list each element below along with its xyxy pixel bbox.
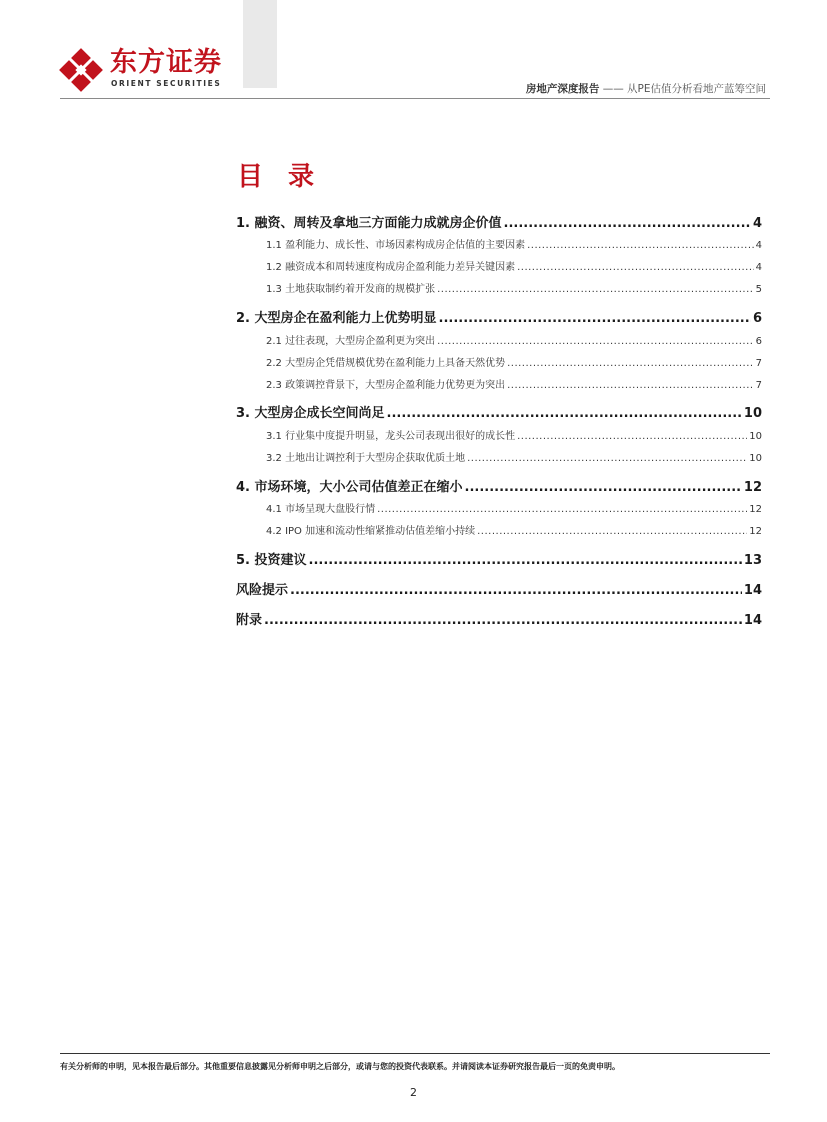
toc-leader-dots (309, 553, 742, 568)
toc-entry-label: 4. 市场环境，大小公司估值差正在缩小 (236, 480, 463, 495)
toc-leader-dots (264, 613, 742, 628)
toc-entry-1-2[interactable] (266, 258, 762, 273)
toc-entry-label: 3.2 土地出让调控利于大型房企获取优质土地 (266, 453, 466, 464)
toc-entry-page: 4 (755, 262, 762, 273)
toc-entry-2[interactable] (236, 307, 762, 326)
toc-entry-label: 1.2 融资成本和周转速度构成房企盈利能力差异关键因素 (266, 262, 516, 273)
toc-leader-dots (527, 240, 754, 251)
toc-entry-page: 12 (743, 480, 762, 495)
toc-entry-label: 2.3 政策调控背景下，大型房企盈利能力优势更为突出 (266, 380, 506, 391)
toc-entry-label: 附录 (236, 613, 263, 628)
toc-entry-page: 7 (755, 358, 762, 369)
header-rule (60, 98, 770, 99)
toc-leader-dots (477, 526, 747, 537)
toc-entry-page: 6 (752, 311, 762, 326)
toc-entry-4-2[interactable] (266, 522, 762, 537)
toc-entry-3[interactable] (236, 402, 762, 421)
toc-entry-page: 4 (755, 240, 762, 251)
toc-entry-1-3[interactable] (266, 280, 762, 295)
toc-leader-dots (504, 216, 751, 231)
toc-entry-1[interactable] (236, 212, 762, 231)
toc-entry-page: 13 (743, 553, 762, 568)
toc-entry-page: 10 (749, 431, 762, 442)
toc-entry-4-1[interactable] (266, 500, 762, 515)
report-header-title (526, 81, 766, 96)
toc-entry-label: 2.1 过往表现，大型房企盈利更为突出 (266, 336, 436, 347)
toc-leader-dots (387, 406, 742, 421)
toc-entry-page: 14 (743, 613, 762, 628)
toc-entry-3-1[interactable] (266, 427, 762, 442)
toc-entry-page: 10 (749, 453, 762, 464)
toc-entry-page: 5 (755, 284, 762, 295)
toc-entry-4[interactable] (236, 476, 762, 495)
toc-entry-label: 1. 融资、周转及拿地三方面能力成就房企价值 (236, 216, 502, 231)
toc-entry-label: 3.1 行业集中度提升明显，龙头公司表现出很好的成长性 (266, 431, 516, 442)
toc-entry-page: 6 (755, 336, 762, 347)
toc-entry-label: 2. 大型房企在盈利能力上优势明显 (236, 311, 437, 326)
toc-entry-page: 12 (749, 504, 762, 515)
footer-disclaimer: 有关分析师的申明，见本报告最后部分。其他重要信息披露见分析师申明之后部分，或请与您的投资代表联系。并请阅读本证券研究报告最后一页的免责申明。 (60, 1062, 620, 1071)
toc-entry-label: 2.2 大型房企凭借规模优势在盈利能力上具备天然优势 (266, 358, 506, 369)
toc-entry-1-1[interactable] (266, 236, 762, 251)
toc-entry-risk[interactable] (236, 579, 762, 598)
toc-entry-2-1[interactable] (266, 332, 762, 347)
toc-entry-label: 风险提示 (236, 583, 289, 598)
toc-entry-page: 12 (749, 526, 762, 537)
header-decor-bar (243, 0, 277, 88)
toc-entry-label: 1.3 土地获取制约着开发商的规模扩张 (266, 284, 436, 295)
toc-leader-dots (437, 336, 754, 347)
toc-entry-label: 5. 投资建议 (236, 553, 307, 568)
toc-leader-dots (465, 480, 742, 495)
toc-leader-dots (377, 504, 747, 515)
toc-leader-dots (507, 380, 754, 391)
toc-entry-3-2[interactable] (266, 449, 762, 464)
logo (58, 46, 228, 96)
toc-entry-page: 14 (743, 583, 762, 598)
report-subtitle: 从PE估值分析看地产蓝筹空间 (627, 83, 766, 95)
toc-leader-dots (467, 453, 747, 464)
toc-leader-dots (517, 431, 747, 442)
toc-entry-label: 3. 大型房企成长空间尚足 (236, 406, 385, 421)
logo-mark-icon (58, 46, 104, 92)
toc-leader-dots (437, 284, 754, 295)
toc-title: 目 录 (237, 162, 323, 192)
toc-entry-page: 7 (755, 380, 762, 391)
toc-entry-appendix[interactable] (236, 609, 762, 628)
footer-rule (60, 1053, 770, 1054)
toc-leader-dots (290, 583, 742, 598)
toc-entry-2-3[interactable] (266, 376, 762, 391)
toc-leader-dots (439, 311, 751, 326)
logo-english-text: ORIENT SECURITIES (111, 79, 222, 88)
toc-entry-page: 4 (752, 216, 762, 231)
toc-entry-page: 10 (743, 406, 762, 421)
toc-entry-5[interactable] (236, 549, 762, 568)
toc-entry-label: 1.1 盈利能力、成长性、市场因素构成房企估值的主要因素 (266, 240, 526, 251)
page-number: 2 (410, 1086, 417, 1099)
toc-entry-2-2[interactable] (266, 354, 762, 369)
report-type: 房地产深度报告 (525, 83, 600, 95)
header-separator: —— (602, 83, 624, 95)
toc-entry-label: 4.2 IPO 加速和流动性缩紧推动估值差缩小持续 (266, 526, 476, 537)
logo-chinese-text: 东方证券 (110, 47, 222, 78)
toc-leader-dots (517, 262, 754, 273)
toc-leader-dots (507, 358, 754, 369)
toc-entry-label: 4.1 市场呈现大盘股行情 (266, 504, 376, 515)
